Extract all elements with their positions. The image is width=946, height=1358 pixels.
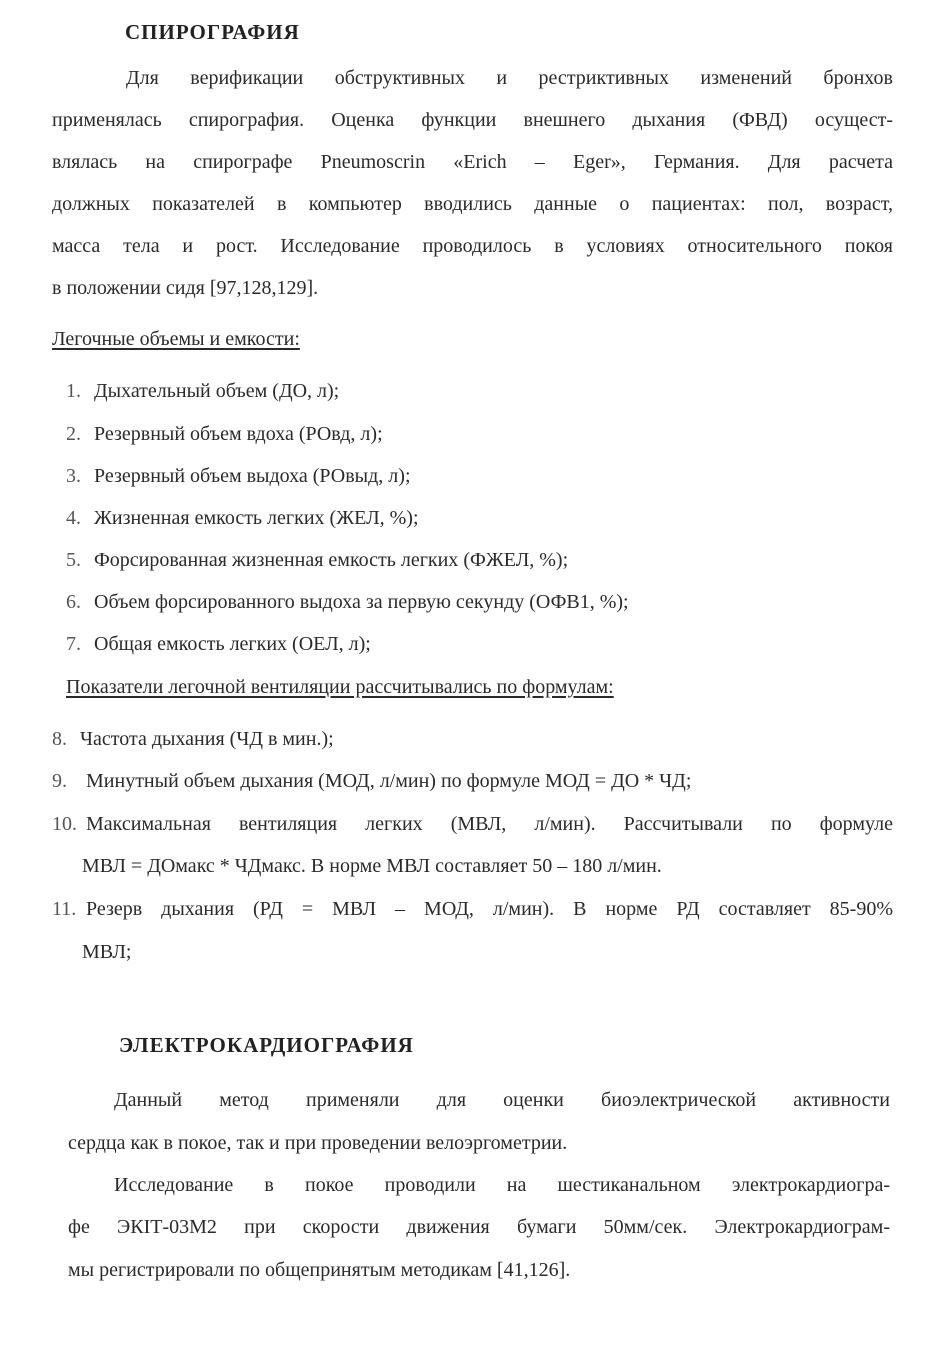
paragraph-line: в положении сидя [97,128,129]. [52, 277, 319, 299]
volumes-subtitle: Легочные объемы и емкости: [52, 328, 300, 350]
list-item-text: Максимальная вентиляция легких (МВЛ, л/мин). Рассчитывали по формуле [86, 813, 893, 835]
list-item [66, 504, 419, 532]
list-item [66, 377, 339, 405]
list-item-number: 7. [66, 633, 81, 655]
list-item [66, 462, 411, 490]
list-item-number: 8. [52, 728, 67, 750]
list-item-number: 4. [66, 507, 81, 529]
list-item-continuation: МВЛ; [82, 941, 132, 963]
list-item-continuation: МВЛ = ДОмакс * ЧДмакс. В норме МВЛ составляет 50 – 180 л/мин. [82, 855, 662, 877]
list-item-text: Минутный объем дыхания (МОД, л/мин) по формуле МОД = ДО * ЧД; [86, 770, 692, 792]
list-item-text: Резервный объем вдоха (РОвд, л); [94, 423, 383, 445]
list-item [52, 725, 334, 753]
list-item [66, 420, 383, 448]
list-item [52, 767, 691, 795]
paragraph-line: Исследование в покое проводили на шестиканальном электрокардиогра- [114, 1174, 890, 1196]
list-item-text: Частота дыхания (ЧД в мин.); [80, 728, 334, 750]
list-item-text: Форсированная жизненная емкость легких (ФЖЕЛ, %); [94, 549, 569, 571]
list-item-text: Общая емкость легких (ОЕЛ, л); [94, 633, 371, 655]
list-item [52, 810, 893, 838]
list-item-number: 1. [66, 380, 81, 402]
paragraph-line: сердца как в покое, так и при проведении велоэргометрии. [68, 1132, 568, 1154]
list-item-number: 5. [66, 549, 81, 571]
list-item-number: 9. [52, 770, 67, 792]
paragraph-line: мы регистрировали по общепринятым методикам [41,126]. [68, 1259, 571, 1281]
list-item-number: 6. [66, 591, 81, 613]
list-item-number: 2. [66, 423, 81, 445]
paragraph-line: Для верификации обструктивных и рестриктивных изменений бронхов [126, 67, 893, 89]
list-item [66, 588, 629, 616]
paragraph-line: Данный метод применяли для оценки биоэлектрической активности [114, 1089, 890, 1111]
paragraph-line: должных показателей в компьютер вводились данные о пациентах: пол, возраст, [52, 193, 893, 215]
list-item [66, 630, 371, 658]
ventilation-subtitle: Показатели легочной вентиляции рассчитывались по формулам: [66, 676, 614, 698]
list-item-text: Дыхательный объем (ДО, л); [94, 380, 340, 402]
list-item-number: 10. [52, 813, 77, 835]
list-item-text: Резерв дыхания (РД = МВЛ – МОД, л/мин). В норме РД составляет 85-90% [86, 898, 893, 920]
paragraph-line: влялась на спирографе Pneumoscrin «Erich – Eger», Германия. Для расчета [52, 151, 893, 173]
list-item-text: Резервный объем выдоха (РОвыд, л); [94, 465, 411, 487]
list-item-number: 11. [52, 898, 77, 920]
list-item-number: 3. [66, 465, 81, 487]
list-item [52, 895, 893, 923]
section-heading-spirography: СПИРОГРАФИЯ [125, 20, 300, 44]
paragraph-line: применялась спирография. Оценка функции внешнего дыхания (ФВД) осущест- [52, 109, 893, 131]
section-heading-electrocardiography: ЭЛЕКТРОКАРДИОГРАФИЯ [119, 1033, 414, 1057]
paragraph-line: масса тела и рост. Исследование проводилось в условиях относительного покоя [52, 235, 893, 257]
list-item-text: Объем форсированного выдоха за первую секунду (ОФВ1, %); [94, 591, 629, 613]
paragraph-line: фе ЭКIТ-03М2 при скорости движения бумаги 50мм/сек. Электрокардиограм- [68, 1216, 890, 1238]
list-item-text: Жизненная емкость легких (ЖЕЛ, %); [94, 507, 419, 529]
list-item [66, 546, 568, 574]
